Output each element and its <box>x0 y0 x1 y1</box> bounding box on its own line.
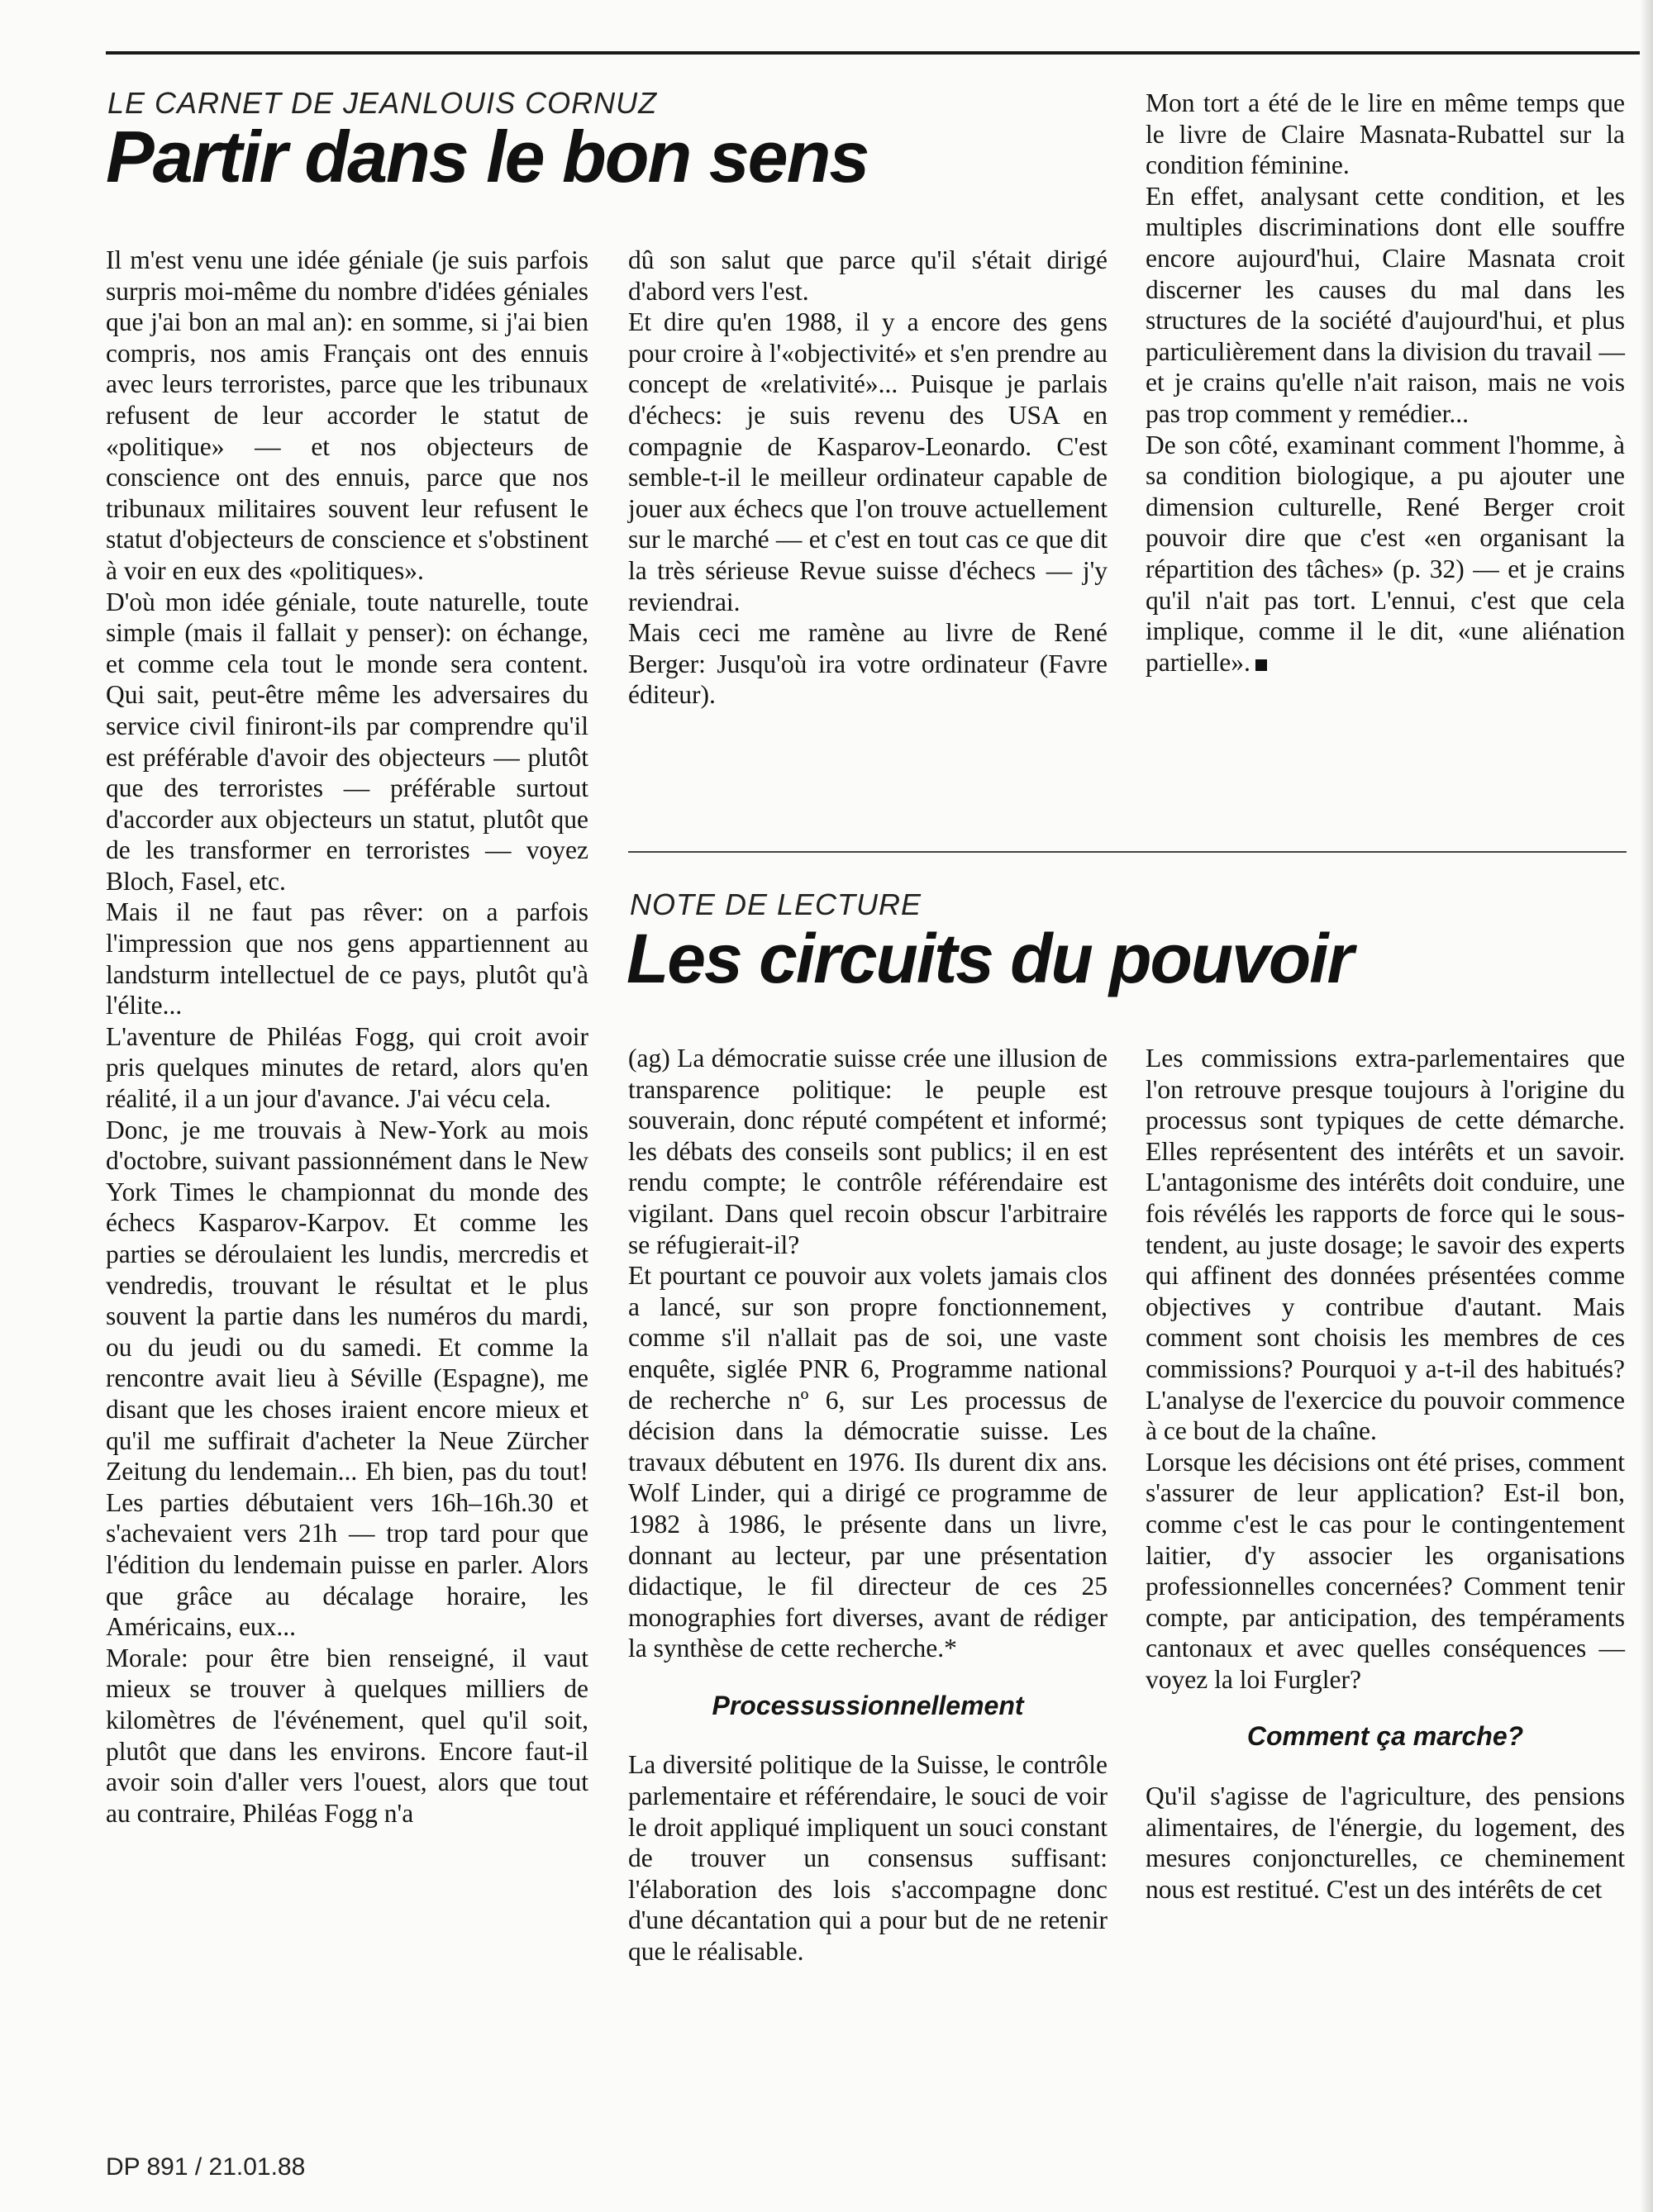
article-separator-rule <box>628 851 1627 853</box>
paragraph: En effet, analysant cette condition, et les multiples discriminations dont elle souffre encore aujourd'hui, Claire Masnata croit discerner les causes du mal dans les structures de la société d'aujourd'hui, et plus particulièrement dans la division du travail — et je crains qu'elle n'ait raison, mais ne vois pas trop comment y remédier... <box>1146 181 1625 428</box>
paragraph: La diversité politique de la Suisse, le contrôle parlementaire et référendaire, le souci de voir le droit appliqué impliquent un souci constant de trouver un consensus suffisant: l'élaboration des lois s'accompagne donc d'une décantation qui a pour but de ne retenir que le réalisable. <box>628 1750 1108 1967</box>
paragraph: Et pourtant ce pouvoir aux volets jamais clos a lancé, sur son propre fonctionnement, comme s'il n'allait pas de soi, une vaste enquête, siglée PNR 6, Programme national de recherche nº 6, sur Les processus de décision dans la démocratie suisse. Les travaux débutent en 1976. Ils durent dix ans. Wolf Linder, qui a dirigé ce programme de 1982 à 1986, le présente dans un livre, donnant au lecteur, par une présentation didactique, le fil directeur de ces 25 monographies fort diverses, avant de rédiger la synthèse de cette recherche.* <box>628 1261 1108 1663</box>
article2-column-1 <box>628 1043 1108 1967</box>
paragraph: Mais il ne faut pas rêver: on a parfois l'impression que nos gens appartiennent au landsturm intellectuel de ce pays, plutôt qu'à l'élite... <box>106 897 588 1020</box>
paragraph: Il m'est venu une idée géniale (je suis parfois surpris moi-même du nombre d'idées géniales que j'ai bon an mal an): en somme, si j'ai bien compris, nos amis Français ont des ennuis avec leurs terroristes, parce que les tribunaux refusent de leur accorder le statut de «politique» — et nos objecteurs de conscience ont des ennuis, parce que nos tribunaux militaires souvent leur refusent le statut d'objecteurs de conscience et s'obstinent à voir en eux des «politiques». <box>106 245 588 585</box>
article2-column-2 <box>1146 1043 1625 1905</box>
article1-kicker: LE CARNET DE JEANLOUIS CORNUZ <box>107 86 658 120</box>
paragraph: D'où mon idée géniale, toute naturelle, toute simple (mais il fallait y penser): on échange, et comme cela tout le monde sera content. Qui sait, peut-être même les adversaires du service civil finiront-ils par comprendre qu'il est préférable d'avoir des objecteurs — plutôt que des terroristes — préférable surtout d'accorder aux objecteurs un statut, plutôt que de les transformer en terroristes — voyez Bloch, Fasel, etc. <box>106 587 588 896</box>
article2-title: Les circuits du pouvoir <box>626 920 1353 997</box>
article2-kicker: NOTE DE LECTURE <box>630 887 922 921</box>
paragraph: Et dire qu'en 1988, il y a encore des gens pour croire à l'«objectivité» et s'en prendre au concept de «relativité»... Puisque je parlais d'échecs: je suis revenu des USA en compagnie de Kasparov-Leonardo. C'est semble-t-il le meilleur ordinateur capable de jouer aux échecs que l'on trouve actuellement sur le marché — et c'est en tout cas ce que dit la très sérieuse Revue suisse d'échecs — j'y reviendrai. <box>628 307 1108 616</box>
paragraph-text: De son côté, examinant comment l'homme, à sa condition biologique, a pu ajouter une dimension culturelle, René Berger croit pouvoir dire que c'est «en organisant la répartition des tâches» (p. 32) — et je crains qu'il n'ait pas tort. L'ennui, c'est que cela implique, comme il le dit, «une aliénation partielle». <box>1146 430 1625 677</box>
page-footer: DP 891 / 21.01.88 <box>106 2153 306 2181</box>
paragraph: (ag) La démocratie suisse crée une illusion de transparence politique: le peuple est souverain, donc réputé compétent et informé; les débats des conseils sont publics; il en est rendu compte; le contrôle référendaire est vigilant. Dans quel recoin obscur l'arbitraire se réfugierait-il? <box>628 1044 1108 1259</box>
subheading: Processussionnellement <box>712 1690 1024 1720</box>
article1-column-2 <box>628 245 1108 711</box>
paragraph <box>1146 430 1625 678</box>
paragraph: Donc, je me trouvais à New-York au mois d'octobre, suivant passionnément dans le New York Times le championnat du monde des échecs Kasparov-Karpov. Et comme les parties se déroulaient les lundis, mercredis et vendredis, trouvant le résultat et le plus souvent la partie dans les numéros du mardi, ou du jeudi ou du samedi. Et comme la rencontre avait lieu à Séville (Espagne), me disant que les choses iraient encore mieux et qu'il me suffirait d'acheter la Neue Zürcher Zeitung du lendemain... Eh bien, pas du tout! Les parties débutaient vers 16h–16h.30 et s'achevaient vers 21h — trop tard pour que l'édition du lendemain puisse en parler. Alors que grâce au décalage horaire, les Américains, eux... <box>106 1115 588 1642</box>
article1-title: Partir dans le bon sens <box>106 116 869 197</box>
paragraph: dû son salut que parce qu'il s'était dirigé d'abord vers l'est. <box>628 245 1108 306</box>
article1-column-1 <box>106 245 588 1829</box>
paragraph: Lorsque les décisions ont été prises, comment s'assurer de leur application? Est-il bon, comme c'est le cas pour le contingentement laitier, d'y associer les organisations professionnelles concernées? Comment tenir compte, par anticipation, des tempéraments cantonaux et avec quelles conséquences — voyez la loi Furgler? <box>1146 1447 1625 1694</box>
page-edge-shadow <box>1640 0 1653 2212</box>
article1-column-3 <box>1146 88 1625 678</box>
paragraph: L'aventure de Philéas Fogg, qui croit avoir pris quelques minutes de retard, alors qu'en réalité, il a un jour d'avance. J'ai vécu cela. <box>106 1021 588 1114</box>
subheading: Comment ça marche? <box>1246 1721 1524 1752</box>
end-of-article-mark <box>1255 659 1267 671</box>
paragraph: Qu'il s'agisse de l'agriculture, des pensions alimentaires, de l'énergie, du logement, des mesures conjoncturelles, ce cheminement nous est restitué. C'est un des intérêts de cet <box>1146 1781 1625 1904</box>
paragraph: Les commissions extra-parlementaires que l'on retrouve presque toujours à l'origine du processus sont typiques de cette démarche. Elles représentent des intérêts et un savoir. L'antagonisme des intérêts doit conduire, une fois révélés les rapports de force qui le sous-tendent, au juste dosage; le savoir des experts qui affinent des données présentées comme objectives y contribue d'autant. Mais comment sont choisis les membres de ces commissions? Pourquoi y a-t-il des habitués? L'analyse de l'exercice du pouvoir commence à ce bout de la chaîne. <box>1146 1044 1625 1446</box>
paragraph: Morale: pour être bien renseigné, il vaut mieux se trouver à quelques milliers de kilomètres de l'événement, quel qu'il soit, plutôt que dans les environs. Encore faut-il avoir soin d'aller vers l'ouest, alors que tout au contraire, Philéas Fogg n'a <box>106 1643 588 1828</box>
paragraph: Mon tort a été de le lire en même temps que le livre de Claire Masnata-Rubattel sur la condition féminine. <box>1146 88 1625 180</box>
top-rule <box>106 51 1653 55</box>
paragraph: Mais ceci me ramène au livre de René Berger: Jusqu'où ira votre ordinateur (Favre éditeur). <box>628 618 1108 710</box>
